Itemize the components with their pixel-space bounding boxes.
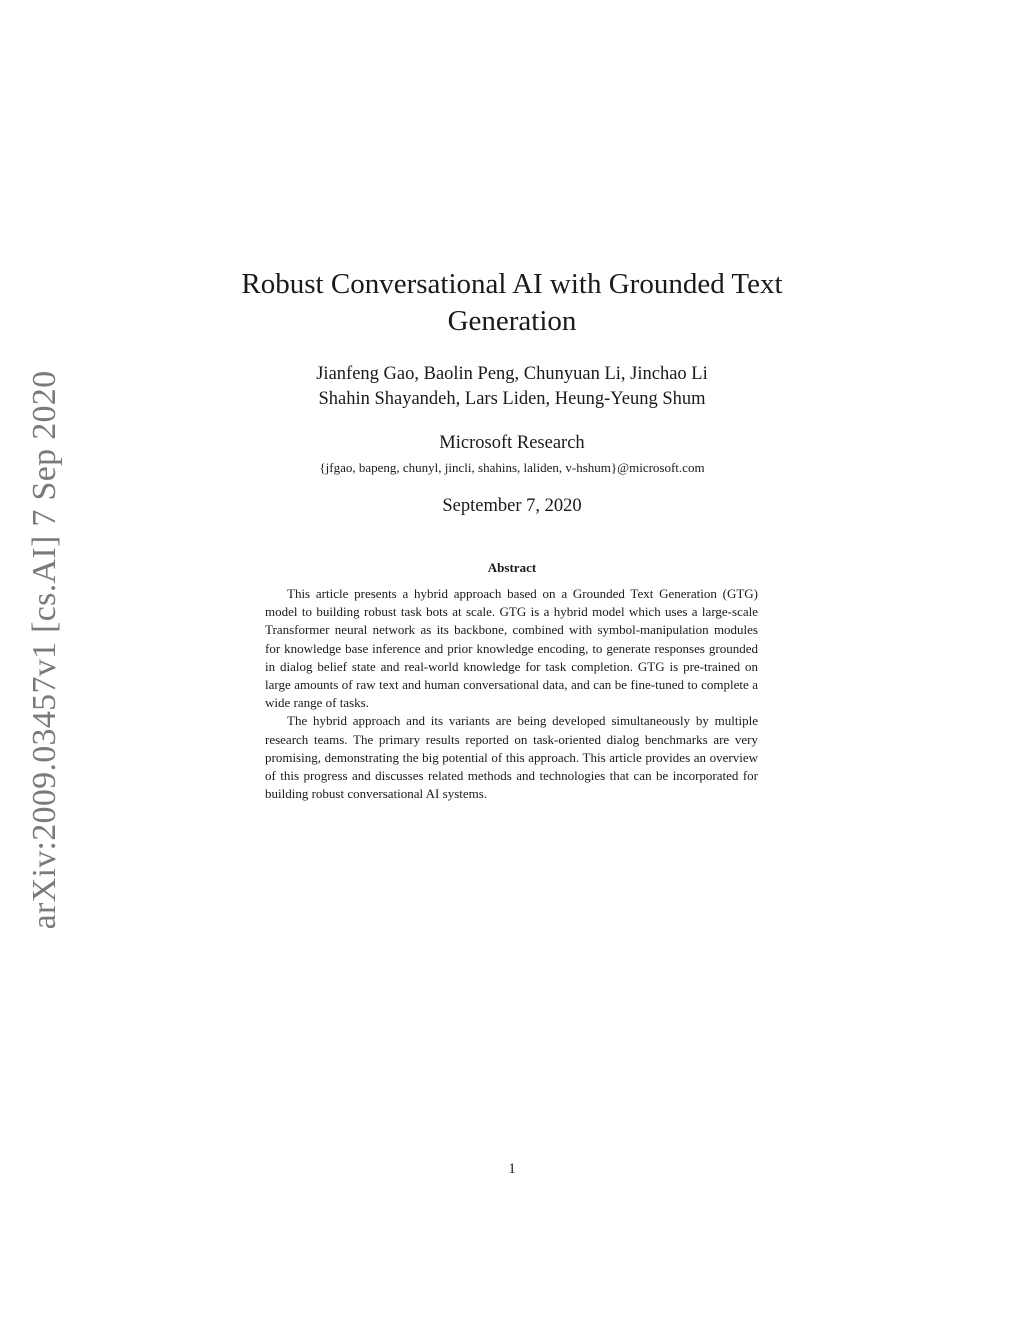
arxiv-identifier-stamp: arXiv:2009.03457v1 [cs.AI] 7 Sep 2020 [26, 370, 63, 930]
author-list [0, 362, 1024, 412]
author-emails: {jfgao, bapeng, chunyl, jincli, shahins, laliden, v-hshum}@microsoft.com [319, 460, 705, 475]
abstract-body [265, 585, 758, 803]
title-line-2: Generation [447, 305, 577, 337]
affiliation: Microsoft Research [439, 433, 585, 453]
paper-title [0, 266, 1024, 340]
publication-date: September 7, 2020 [442, 496, 582, 516]
title-line-1: Robust Conversational AI with Grounded Text [241, 268, 783, 300]
authors-line-1: Jianfeng Gao, Baolin Peng, Chunyuan Li, Jinchao Li [316, 364, 708, 384]
abstract-paragraph-1: This article presents a hybrid approach based on a Grounded Text Generation (GTG) model to building robust task bots at scale. GTG is a hybrid model which uses a large-scale Transformer neural network as its backbone, combined with symbol-manipulation modules for knowledge base inference and prior knowledge encoding, to generate responses grounded in dialog belief state and real-world knowledge for task completion. GTG is pre-trained on large amounts of raw text and human conversational data, and can be fine-tuned to complete a wide range of tasks. [265, 586, 758, 711]
abstract-paragraph-2: The hybrid approach and its variants are being developed simultaneously by multiple research teams. The primary results reported on task-oriented dialog benchmarks are very promising, demonstrating the big potential of this approach. This article provides an overview of this progress and discusses related methods and technologies that can be incorporated for building robust conversational AI systems. [265, 713, 758, 802]
authors-line-2: Shahin Shayandeh, Lars Liden, Heung-Yeung Shum [318, 389, 706, 409]
abstract-heading: Abstract [487, 560, 537, 575]
page-number: 1 [508, 1161, 516, 1177]
